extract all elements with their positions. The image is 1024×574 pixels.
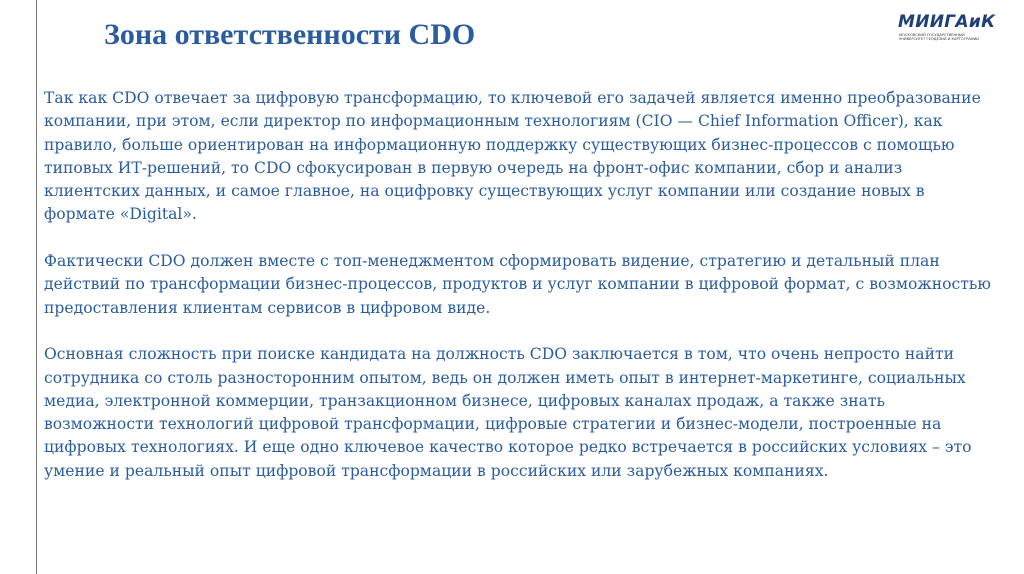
left-vertical-rule	[36, 0, 37, 574]
slide-body	[44, 87, 994, 506]
paragraph-cdo-strategy: Фактически CDO должен вместе с топ-менеджментом сформировать видение, стратегию и детальный план действий по трансформации бизнес-процессов, продуктов и услуг компании в цифровой формат, с возможностью предоставления клиентам сервисов в цифровом виде.	[44, 252, 991, 317]
logo-wordmark: МИИГАиК	[898, 12, 996, 32]
university-logo	[898, 12, 994, 46]
slide-title: Зона ответственности CDO	[104, 18, 476, 51]
paragraph-cdo-hiring: Основная сложность при поиске кандидата на должность CDO заключается в том, что очень непросто найти сотрудника со столь разносторонним опытом, ведь он должен иметь опыт в интернет-маркетинге, социальных медиа, электронной коммерции, транзакционном бизнесе, цифровых каналах продаж, а также знать возможности технологий цифровой трансформации, цифровые стратегии и бизнес-модели, построенные на цифровых технологиях. И еще одно ключевое качество которое редко встречается в российских условиях – это умение и реальный опыт цифровой трансформации в российских или зарубежных компаниях.	[44, 345, 972, 480]
logo-subtitle: МОСКОВСКИЙ ГОСУДАРСТВЕННЫЙ УНИВЕРСИТЕТ ГЕОДЕЗИИ И КАРТОГРАФИИ	[899, 33, 979, 42]
paragraph-cdo-role: Так как CDO отвечает за цифровую трансформацию, то ключевой его задачей является именно преобразование компании, при этом, если директор по информационным технологиям (CIO — Chief Information Officer), как правило, больше ориентирован на информационную поддержку существующих бизнес-процессов с помощью типовых ИТ-решений, то CDO сфокусирован в первую очередь на фронт-офис компании, сбор и анализ клиентских данных, и самое главное, на оцифровку существующих услуг компании или создание новых в формате «Digital».	[44, 89, 981, 224]
